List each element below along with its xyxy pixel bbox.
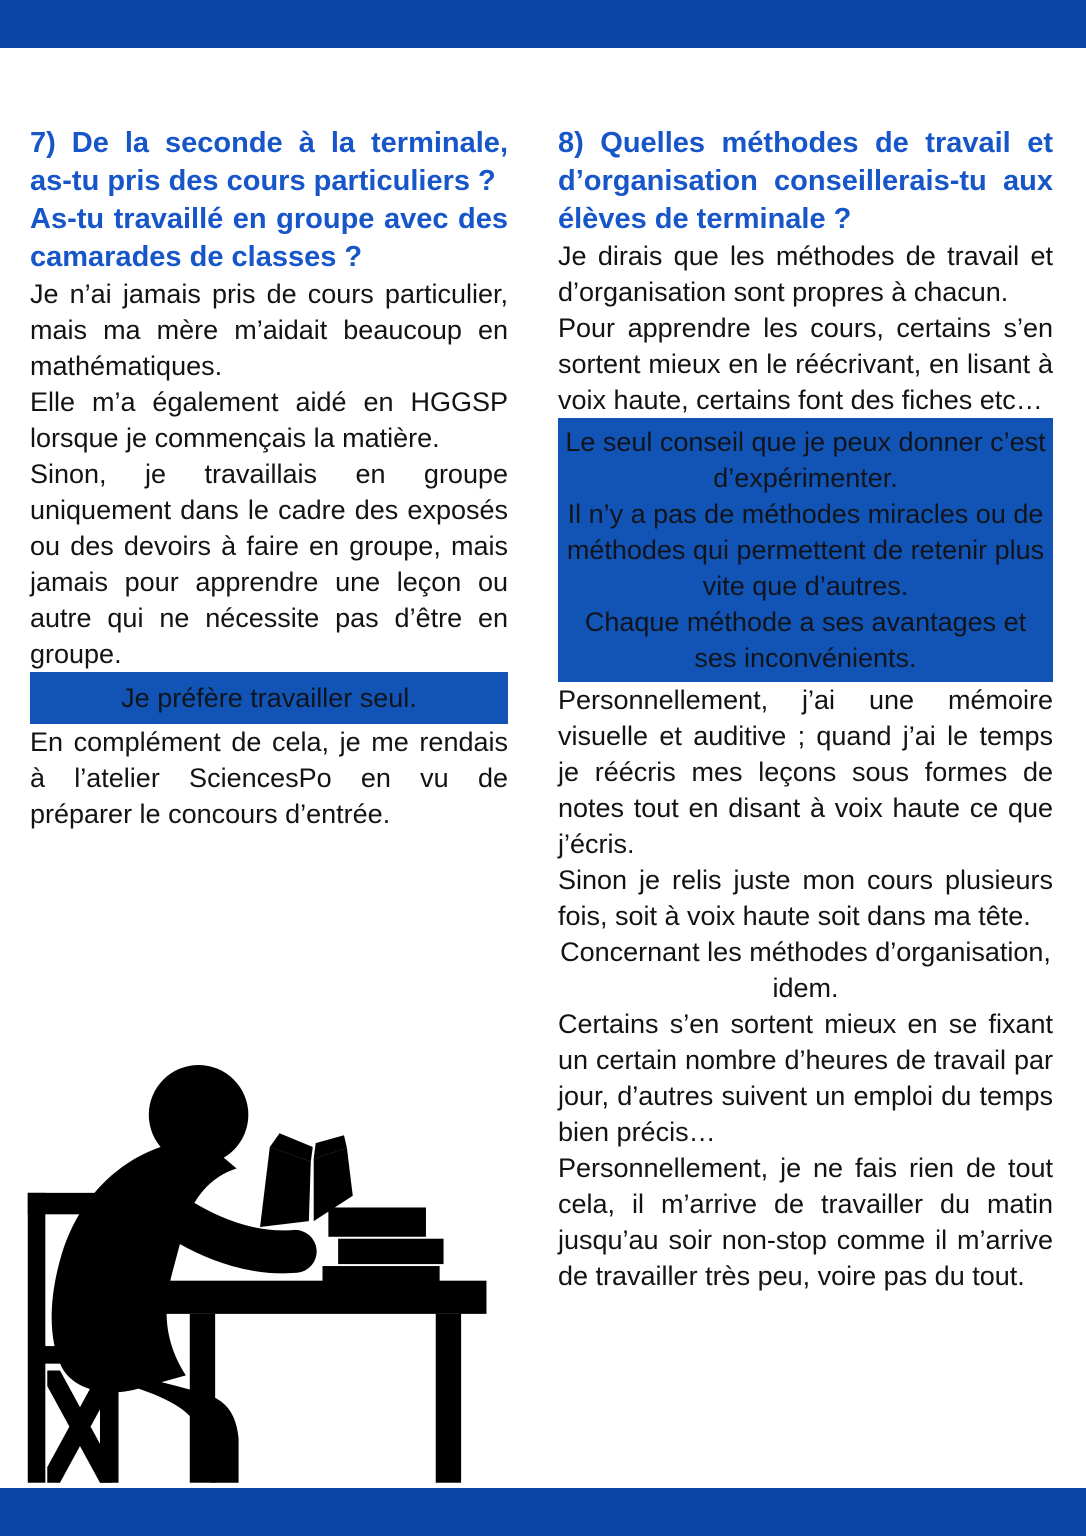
question-7b-heading: As-tu travaillé en groupe avec des camarades de classes ? (30, 203, 508, 273)
right-column (558, 124, 1053, 1294)
left-column (30, 124, 508, 832)
bottom-bar (0, 1488, 1086, 1536)
answer-paragraph: Personnellement, j’ai une mémoire visuelle et auditive ; quand j’ai le temps je réécris mes leçons sous formes de notes tout en disant à voix haute ce que j’écris. (558, 685, 1053, 859)
highlight-line: Il n’y a pas de méthodes miracles ou de méthodes qui permettent de retenir plus vite que d’autres. (566, 499, 1045, 601)
answer-paragraph: En complément de cela, je me rendais à l’atelier SciencesPo en vu de préparer le concours d’entrée. (30, 727, 508, 829)
answer-paragraph: Pour apprendre les cours, certains s’en sortent mieux en le réécrivant, en lisant à voix haute, certains font des fiches etc… (558, 313, 1053, 415)
answer-paragraph: Certains s’en sortent mieux en se fixant un certain nombre d’heures de travail par jour, d’autres suivent un emploi du temps bien précis… (558, 1009, 1053, 1147)
answer-paragraph: Sinon, je travaillais en groupe uniquement dans le cadre des exposés ou des devoirs à faire en groupe, mais jamais pour apprendre une leçon ou autre qui ne nécessite pas d’être en groupe. (30, 459, 508, 669)
answer-paragraph: Elle m’a également aidé en HGGSP lorsque je commençais la matière. (30, 387, 508, 453)
highlight-advice-block (558, 418, 1053, 682)
highlight-quote: Je préfère travailler seul. (30, 672, 508, 724)
answer-paragraph-centered: Concernant les méthodes d’organisation, idem. (560, 937, 1051, 1003)
highlight-line: Chaque méthode a ses avantages et ses inconvénients. (584, 607, 1027, 673)
highlight-line: Le seul conseil que je peux donner c’est d’expérimenter. (565, 427, 1046, 493)
top-bar (0, 0, 1086, 48)
answer-paragraph: Je dirais que les méthodes de travail et d’organisation sont propres à chacun. (558, 241, 1053, 307)
question-7-heading: 7) De la seconde à la terminale, as-tu pris des cours particuliers ? (30, 127, 508, 197)
student-reading-at-desk-icon (18, 1048, 506, 1488)
answer-paragraph: Personnellement, je ne fais rien de tout cela, il m’arrive de travailler du matin jusqu’au soir non-stop comme il m’arrive de travailler très peu, voire pas du tout. (558, 1153, 1053, 1291)
answer-paragraph: Sinon je relis juste mon cours plusieurs fois, soit à voix haute soit dans ma tête. (558, 865, 1053, 931)
question-8-heading: 8) Quelles méthodes de travail et d’organisation conseillerais-tu aux élèves de terminale ? (558, 127, 1053, 235)
answer-paragraph: Je n’ai jamais pris de cours particulier, mais ma mère m’aidait beaucoup en mathématiques. (30, 279, 508, 381)
